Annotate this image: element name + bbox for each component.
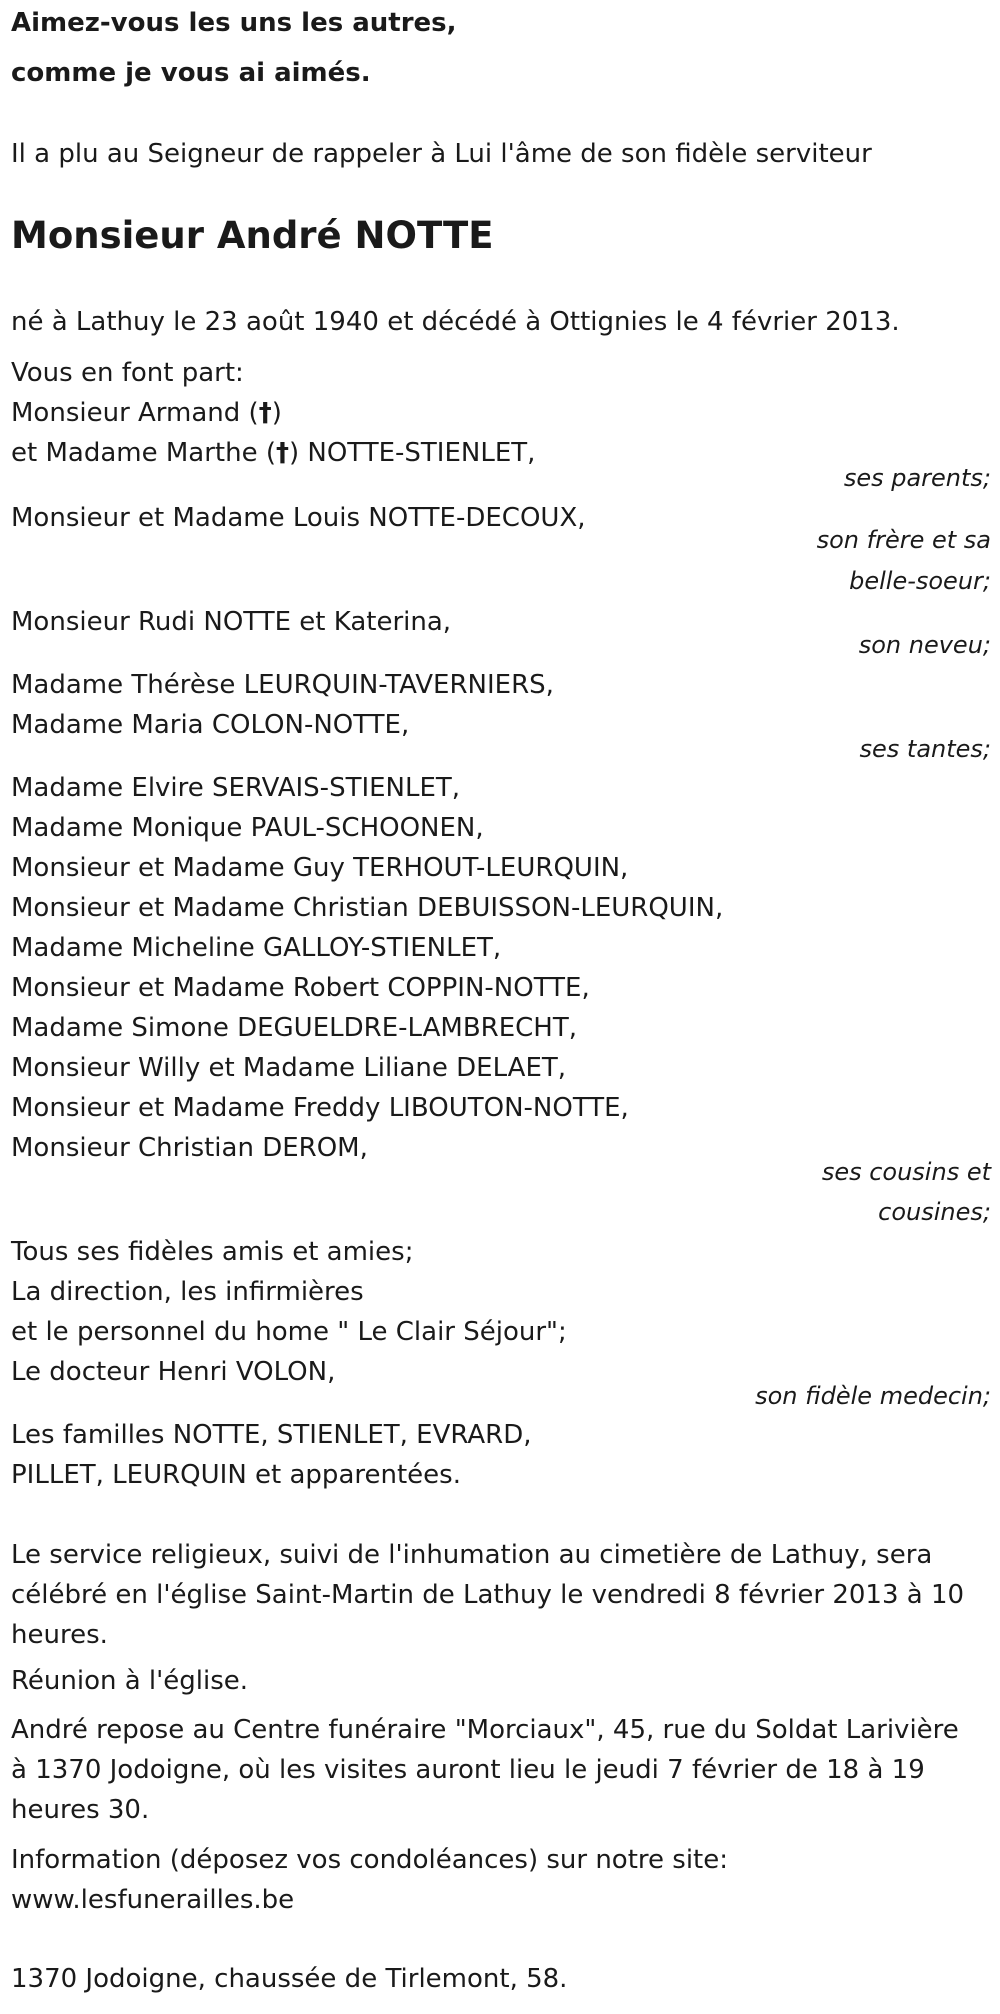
address-text: 1370 Jodoigne, chaussée de Tirlemont, 58. bbox=[11, 1964, 568, 1994]
relation-parents: ses parents; bbox=[843, 464, 991, 492]
parent-father-close: ) bbox=[271, 398, 282, 428]
parent-father bbox=[11, 398, 282, 428]
cousin-line: Madame Simone DEGUELDRE-LAMBRECHT, bbox=[11, 1013, 578, 1043]
friends-line: Le docteur Henri VOLON, bbox=[11, 1357, 336, 1387]
aunt-line: Madame Thérèse LEURQUIN-TAVERNIERS, bbox=[11, 670, 554, 700]
intro-text: Il a plu au Seigneur de rappeler à Lui l'âme de son fidèle serviteur bbox=[11, 139, 872, 169]
friends-line: et le personnel du home " Le Clair Séjour"; bbox=[11, 1317, 567, 1347]
epigraph-line-1: Aimez-vous les uns les autres, bbox=[11, 8, 457, 38]
service-line: heures. bbox=[11, 1620, 108, 1650]
rest-line: à 1370 Jodoigne, où les visites auront lieu le jeudi 7 février de 18 à 19 bbox=[11, 1755, 925, 1785]
cross-icon: † bbox=[258, 398, 272, 428]
relation-cousins-1: ses cousins et bbox=[821, 1158, 991, 1186]
parent-mother-close: ) NOTTE-STIENLET, bbox=[288, 438, 536, 468]
cousin-line: Madame Monique PAUL-SCHOONEN, bbox=[11, 813, 484, 843]
cross-icon: † bbox=[275, 438, 289, 468]
brother-line: Monsieur et Madame Louis NOTTE-DECOUX, bbox=[11, 503, 586, 533]
families-line: Les familles NOTTE, STIENLET, EVRARD, bbox=[11, 1420, 532, 1450]
meeting-text: Réunion à l'église. bbox=[11, 1666, 249, 1696]
parent-father-text: Monsieur Armand ( bbox=[11, 398, 259, 428]
parent-mother-text: et Madame Marthe ( bbox=[11, 438, 276, 468]
service-line: Le service religieux, suivi de l'inhumation au cimetière de Lathuy, sera bbox=[11, 1540, 933, 1570]
epigraph-line-2: comme je vous ai aimés. bbox=[11, 58, 371, 88]
website-text: www.lesfunerailles.be bbox=[11, 1885, 295, 1915]
cousin-line: Monsieur et Madame Robert COPPIN-NOTTE, bbox=[11, 973, 590, 1003]
relation-aunts: ses tantes; bbox=[859, 735, 991, 763]
cousin-line: Monsieur et Madame Christian DEBUISSON-LEURQUIN, bbox=[11, 893, 724, 923]
friends-line: La direction, les infirmières bbox=[11, 1277, 364, 1307]
cousin-line: Madame Elvire SERVAIS-STIENLET, bbox=[11, 773, 461, 803]
friends-line: Tous ses fidèles amis et amies; bbox=[11, 1237, 414, 1267]
cousin-line: Monsieur et Madame Freddy LIBOUTON-NOTTE, bbox=[11, 1093, 629, 1123]
relation-nephew: son neveu; bbox=[858, 631, 991, 659]
announce-text: Vous en font part: bbox=[11, 358, 244, 388]
cousin-line: Monsieur Willy et Madame Liliane DELAET, bbox=[11, 1053, 567, 1083]
deceased-name: Monsieur André NOTTE bbox=[11, 214, 494, 257]
parent-mother bbox=[11, 438, 535, 468]
cousin-line: Monsieur et Madame Guy TERHOUT-LEURQUIN, bbox=[11, 853, 629, 883]
families-line: PILLET, LEURQUIN et apparentées. bbox=[11, 1460, 461, 1490]
relation-cousins-2: cousines; bbox=[878, 1198, 991, 1226]
birth-death-text: né à Lathuy le 23 août 1940 et décédé à Ottignies le 4 février 2013. bbox=[11, 307, 900, 337]
relation-brother-2: belle-soeur; bbox=[849, 567, 991, 595]
cousin-line: Madame Micheline GALLOY-STIENLET, bbox=[11, 933, 502, 963]
rest-line: heures 30. bbox=[11, 1795, 150, 1825]
info-line: Information (déposez vos condoléances) sur notre site: bbox=[11, 1845, 729, 1875]
rest-line: André repose au Centre funéraire "Morciaux", 45, rue du Soldat Larivière bbox=[11, 1715, 959, 1745]
nephew-line: Monsieur Rudi NOTTE et Katerina, bbox=[11, 607, 452, 637]
cousin-line: Monsieur Christian DEROM, bbox=[11, 1133, 368, 1163]
aunt-line: Madame Maria COLON-NOTTE, bbox=[11, 710, 410, 740]
relation-brother-1: son frère et sa bbox=[816, 526, 991, 554]
relation-doctor: son fidèle medecin; bbox=[755, 1382, 991, 1410]
service-line: célébré en l'église Saint-Martin de Lathuy le vendredi 8 février 2013 à 10 bbox=[11, 1580, 965, 1610]
